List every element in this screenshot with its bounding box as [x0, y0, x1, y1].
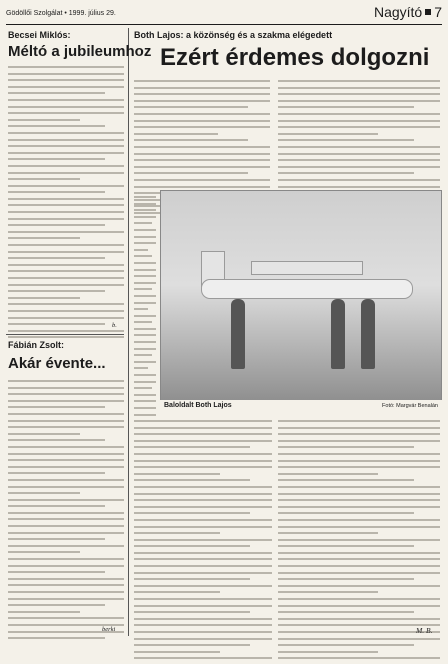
text-line	[278, 585, 440, 587]
text-line	[8, 317, 124, 319]
text-line	[8, 284, 124, 286]
text-line	[8, 211, 124, 213]
text-line	[278, 80, 440, 82]
text-line	[278, 539, 440, 541]
text-line	[8, 119, 80, 121]
text-line	[134, 255, 152, 257]
text-line	[278, 126, 440, 128]
article-byline: Fábián Zsolt:	[8, 340, 64, 350]
text-line	[278, 460, 440, 462]
text-line	[134, 414, 156, 416]
text-line	[278, 618, 440, 620]
text-line	[134, 196, 156, 198]
text-line	[278, 153, 440, 155]
text-line	[8, 270, 124, 272]
text-line	[8, 413, 124, 415]
text-line	[134, 275, 156, 277]
text-line	[134, 578, 250, 580]
article-body-text	[8, 380, 124, 644]
article-body-text	[134, 196, 156, 427]
photo-credit: Fotó: Margvár Benalán	[382, 403, 438, 409]
text-line	[134, 460, 272, 462]
text-line	[8, 198, 124, 200]
text-line	[278, 651, 378, 653]
text-line	[8, 637, 105, 639]
text-line	[8, 106, 124, 108]
text-line	[8, 466, 124, 468]
text-line	[278, 172, 414, 174]
text-line	[278, 120, 440, 122]
text-line	[8, 505, 105, 507]
text-line	[134, 611, 250, 613]
text-line	[8, 237, 80, 239]
text-line	[8, 303, 124, 305]
text-line	[278, 657, 440, 659]
photo-caption: Baloldalt Both Lajos	[164, 402, 232, 409]
article-byline: Becsei Miklós:	[8, 30, 71, 40]
text-line	[134, 216, 156, 218]
text-line	[134, 466, 272, 468]
text-line	[134, 113, 270, 115]
text-line	[278, 493, 440, 495]
text-line	[8, 393, 124, 395]
text-line	[278, 166, 440, 168]
column-divider	[128, 28, 129, 636]
text-line	[134, 657, 272, 659]
text-line	[278, 519, 440, 521]
text-line	[8, 571, 105, 573]
text-line	[134, 315, 156, 317]
text-line	[134, 526, 272, 528]
article-body-text	[134, 420, 272, 664]
text-line	[8, 79, 124, 81]
text-line	[8, 532, 124, 534]
text-line	[8, 264, 124, 266]
text-line	[278, 532, 378, 534]
text-line	[8, 545, 124, 547]
text-line	[134, 440, 272, 442]
text-line	[134, 367, 148, 369]
text-line	[278, 486, 440, 488]
text-line	[134, 585, 272, 587]
text-line	[8, 400, 124, 402]
text-line	[134, 618, 272, 620]
text-line	[278, 93, 440, 95]
article-signature: M. B.	[416, 626, 433, 635]
text-line	[8, 224, 105, 226]
text-line	[134, 348, 156, 350]
text-line	[134, 558, 272, 560]
text-line	[278, 572, 440, 574]
text-line	[278, 106, 414, 108]
text-line	[134, 644, 250, 646]
text-line	[134, 308, 148, 310]
text-line	[278, 186, 440, 188]
text-line	[278, 638, 440, 640]
text-line	[8, 218, 124, 220]
text-line	[134, 236, 156, 238]
text-line	[8, 420, 124, 422]
text-line	[134, 295, 156, 297]
text-line	[134, 229, 156, 231]
text-line	[8, 251, 124, 253]
text-line	[134, 433, 272, 435]
text-line	[134, 133, 218, 135]
text-line	[8, 165, 124, 167]
text-line	[8, 426, 124, 428]
text-line	[134, 203, 156, 205]
text-line	[8, 204, 124, 206]
text-line	[134, 512, 250, 514]
text-line	[134, 400, 156, 402]
text-line	[8, 66, 124, 68]
article-headline: Ezért érdemes dolgozni	[160, 44, 430, 71]
text-line	[8, 525, 124, 527]
text-line	[8, 439, 105, 441]
text-line	[134, 473, 220, 475]
text-line	[278, 512, 414, 514]
text-line	[278, 440, 440, 442]
text-line	[8, 158, 105, 160]
text-line	[134, 427, 272, 429]
text-line	[134, 209, 156, 211]
text-line	[134, 153, 270, 155]
person-figure	[331, 299, 345, 369]
text-line	[134, 106, 248, 108]
text-line	[278, 113, 440, 115]
text-line	[8, 598, 124, 600]
text-line	[8, 472, 105, 474]
text-line	[8, 145, 124, 147]
text-line	[134, 506, 272, 508]
text-line	[134, 446, 250, 448]
masthead-publication: Gödöllői Szolgálat • 1999. július 29.	[6, 10, 116, 17]
masthead-section	[374, 4, 442, 20]
square-bullet-icon	[425, 9, 431, 15]
text-line	[134, 302, 156, 304]
text-line	[278, 611, 414, 613]
article-body-text	[8, 66, 124, 343]
text-line	[278, 526, 440, 528]
text-line	[278, 565, 440, 567]
text-line	[278, 100, 440, 102]
text-line	[134, 572, 272, 574]
text-line	[134, 638, 272, 640]
text-line	[8, 277, 124, 279]
text-line	[134, 87, 270, 89]
text-line	[8, 453, 124, 455]
text-line	[134, 420, 272, 422]
text-line	[8, 584, 124, 586]
page-number: 7	[434, 4, 442, 20]
article-signature: berki	[102, 626, 116, 633]
text-line	[8, 565, 124, 567]
text-line	[278, 87, 440, 89]
airplane-fuselage	[201, 279, 413, 299]
text-line	[8, 191, 105, 193]
text-line	[8, 310, 124, 312]
text-line	[134, 80, 270, 82]
text-line	[8, 387, 124, 389]
text-line	[134, 624, 272, 626]
text-line	[8, 178, 80, 180]
text-line	[134, 381, 156, 383]
text-line	[8, 172, 124, 174]
text-line	[8, 257, 105, 259]
text-line	[8, 512, 124, 514]
text-line	[134, 519, 272, 521]
text-line	[278, 466, 440, 468]
text-line	[278, 473, 378, 475]
text-line	[134, 166, 270, 168]
text-line	[134, 453, 272, 455]
article-headline: Akár évente...	[8, 355, 106, 372]
text-line	[134, 139, 248, 141]
text-line	[134, 651, 220, 653]
text-line	[134, 146, 270, 148]
text-line	[278, 427, 440, 429]
text-line	[134, 532, 220, 534]
text-line	[134, 328, 156, 330]
text-line	[278, 598, 440, 600]
text-line	[278, 644, 414, 646]
text-line	[8, 591, 124, 593]
text-line	[134, 486, 272, 488]
text-line	[8, 297, 80, 299]
text-line	[134, 222, 152, 224]
text-line	[278, 179, 440, 181]
text-line	[134, 186, 270, 188]
text-line	[8, 139, 124, 141]
text-line	[8, 479, 124, 481]
text-line	[134, 387, 152, 389]
text-line	[8, 551, 80, 553]
text-line	[134, 100, 270, 102]
text-line	[278, 446, 414, 448]
text-line	[134, 120, 270, 122]
text-line	[8, 538, 105, 540]
text-line	[134, 499, 272, 501]
text-line	[278, 578, 414, 580]
article-photo-airplane	[160, 190, 442, 402]
text-line	[134, 269, 156, 271]
text-line	[134, 479, 250, 481]
text-line	[134, 354, 152, 356]
section-name: Nagyító	[373, 4, 423, 20]
text-line	[278, 433, 440, 435]
text-line	[8, 617, 124, 619]
text-line	[134, 242, 156, 244]
text-line	[8, 86, 124, 88]
text-line	[278, 133, 378, 135]
text-line	[278, 591, 378, 593]
text-line	[134, 552, 272, 554]
text-line	[134, 288, 152, 290]
text-line	[8, 578, 124, 580]
text-line	[8, 486, 124, 488]
airplane-wing	[251, 261, 363, 275]
text-line	[134, 159, 270, 161]
text-line	[8, 132, 124, 134]
text-line	[278, 499, 440, 501]
text-line	[8, 112, 124, 114]
article-signature: b.	[112, 322, 117, 329]
text-line	[8, 92, 105, 94]
text-line	[8, 290, 105, 292]
text-line	[278, 545, 414, 547]
text-line	[8, 604, 105, 606]
text-line	[134, 321, 152, 323]
text-line	[134, 539, 272, 541]
text-line	[8, 518, 124, 520]
text-line	[134, 631, 272, 633]
text-line	[8, 459, 124, 461]
text-line	[278, 139, 414, 141]
text-line	[134, 394, 156, 396]
text-line	[278, 420, 440, 422]
text-line	[8, 323, 105, 325]
text-line	[278, 146, 440, 148]
text-line	[134, 179, 270, 181]
text-line	[278, 558, 440, 560]
text-line	[8, 433, 80, 435]
text-line	[134, 262, 156, 264]
text-line	[134, 341, 156, 343]
text-line	[8, 99, 124, 101]
text-line	[134, 565, 272, 567]
text-line	[278, 605, 440, 607]
text-line	[8, 611, 80, 613]
text-line	[278, 506, 440, 508]
text-line	[8, 446, 124, 448]
article-kicker: Both Lajos: a közönség és a szakma elégedett	[134, 30, 333, 40]
text-line	[8, 330, 124, 332]
article-headline: Méltó a jubileumhoz	[8, 43, 152, 60]
text-line	[134, 172, 248, 174]
text-line	[134, 361, 156, 363]
text-line	[278, 159, 440, 161]
text-line	[134, 605, 272, 607]
text-line	[278, 552, 440, 554]
text-line	[8, 244, 124, 246]
text-line	[134, 249, 148, 251]
masthead	[6, 4, 442, 25]
text-line	[8, 380, 124, 382]
person-figure	[231, 299, 245, 369]
text-line	[278, 453, 440, 455]
text-line	[134, 598, 272, 600]
text-line	[134, 282, 156, 284]
text-line	[8, 152, 124, 154]
text-line	[278, 479, 414, 481]
text-line	[134, 126, 270, 128]
text-line	[8, 231, 124, 233]
text-line	[8, 185, 124, 187]
text-line	[134, 374, 156, 376]
article-body-text	[278, 80, 440, 205]
person-figure	[361, 299, 375, 369]
text-line	[134, 334, 156, 336]
text-line	[8, 558, 124, 560]
text-line	[134, 591, 220, 593]
text-line	[8, 499, 124, 501]
text-line	[8, 125, 105, 127]
text-line	[8, 406, 105, 408]
text-line	[134, 545, 250, 547]
text-line	[8, 73, 124, 75]
text-line	[134, 493, 272, 495]
text-line	[134, 93, 270, 95]
text-line	[8, 492, 80, 494]
text-line	[134, 407, 156, 409]
text-line	[8, 336, 124, 338]
